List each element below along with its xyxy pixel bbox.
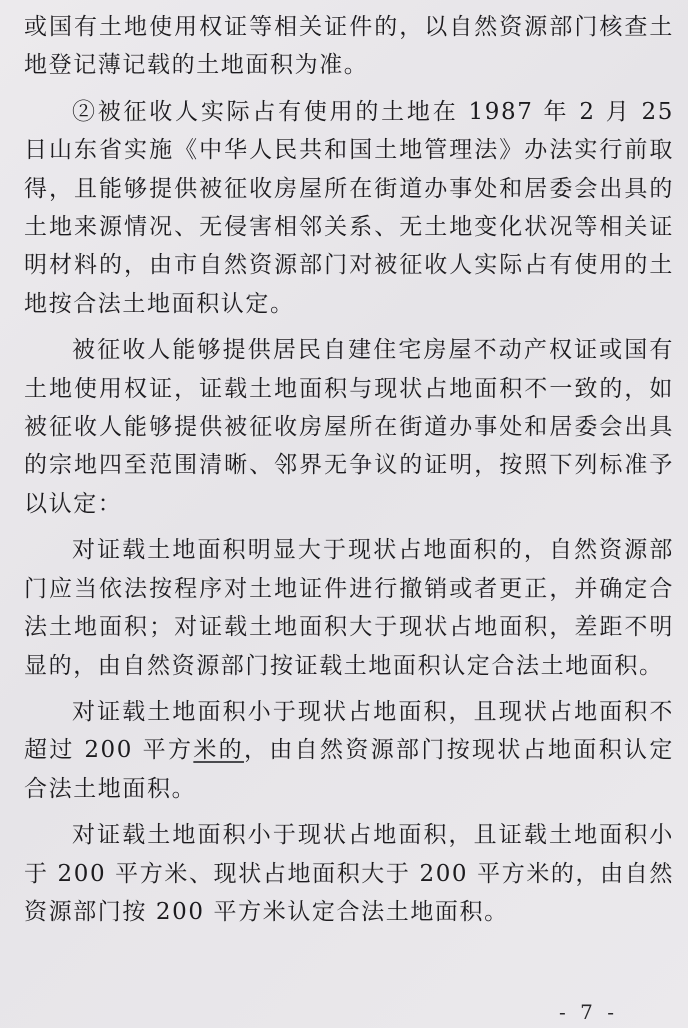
page-number: - 7 - [559, 1000, 618, 1024]
underlined-text: 米的 [193, 737, 245, 764]
document-body [24, 8, 674, 931]
paragraph-5-part-2: ，由自然资源部门按现状占地面积认定合法土地面积。 [24, 737, 674, 802]
paragraph-6: 对证载土地面积小于现状占地面积，且证载土地面积小于 200 平方米、现状占地面积大于 200 平方米的，由自然资源部门按 200 平方米认定合法土地面积。 [24, 822, 674, 925]
paragraph-2: ②被征收人实际占有使用的土地在 1987 年 2 月 25 日山东省实施《中华人民共和国土地管理法》办法实行前取得，且能够提供被征收房屋所在街道办事处和居委会出具的土地来源情况、无侵害相邻关系、无土地变化状况等相关证明材料的，由市自然资源部门对被征收人实际占有使用的土地按合法土地面积认定。 [24, 98, 674, 317]
paragraph-5-part-1: 对证载土地面积小于现状占地面积，且现状占地面积不超过 200 平方 [24, 698, 674, 764]
paragraph-1: 或国有土地使用权证等相关证件的，以自然资源部门核查土地登记薄记载的土地面积为准。 [24, 14, 674, 79]
paragraph-3: 被征收人能够提供居民自建住宅房屋不动产权证或国有土地使用权证，证载土地面积与现状占地面积不一致的，如被征收人能够提供被征收房屋所在街道办事处和居委会出具的宗地四至范围清晰、邻界无争议的证明，按照下列标准予以认定： [24, 337, 674, 517]
paragraph-5 [24, 693, 674, 808]
paragraph-4: 对证载土地面积明显大于现状占地面积的，自然资源部门应当依法按程序对土地证件进行撤销或者更正，并确定合法土地面积；对证载土地面积大于现状占地面积，差距不明显的，由自然资源部门按证载土地面积认定合法土地面积。 [24, 537, 674, 679]
